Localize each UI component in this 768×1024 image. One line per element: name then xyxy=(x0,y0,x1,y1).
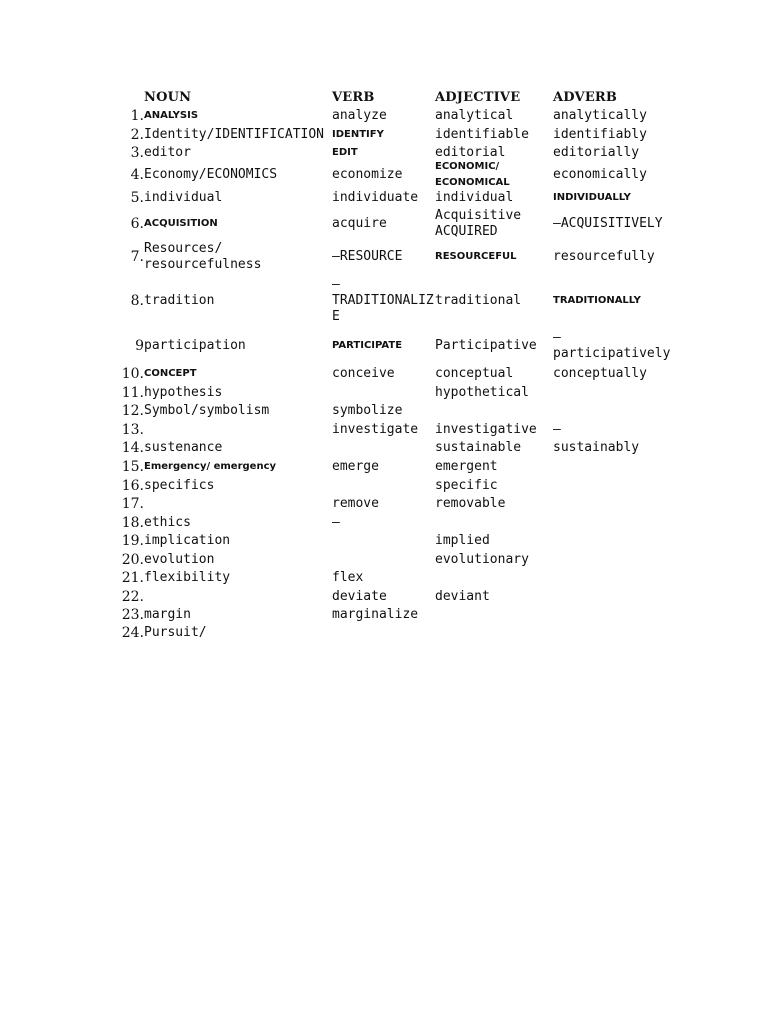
table-row xyxy=(108,624,688,642)
table-row xyxy=(108,207,688,240)
table-header-row xyxy=(108,88,688,107)
table-row xyxy=(108,188,688,207)
cell-noun: Identity/IDENTIFICATION xyxy=(144,126,325,142)
cell-noun: Economy/ECONOMICS xyxy=(144,167,278,182)
cell-noun: hypothesis xyxy=(144,384,223,400)
row-number: 4. xyxy=(130,167,144,183)
table-row xyxy=(108,495,688,513)
cell-adjective: evolutionary xyxy=(435,551,529,567)
word-forms-table xyxy=(108,88,688,642)
row-number: 22. xyxy=(121,588,144,605)
cell-adjective: emergent xyxy=(435,458,498,474)
table-row xyxy=(108,107,688,125)
cell-noun: specifics xyxy=(144,477,215,493)
cell-noun: margin xyxy=(144,607,191,622)
cell-verb: – xyxy=(332,514,340,530)
cell-verb: emerge xyxy=(332,458,379,474)
header-verb: VERB xyxy=(332,89,375,105)
cell-adjective: hypothetical xyxy=(435,384,529,400)
cell-verb: marginalize xyxy=(332,607,419,622)
cell-adjective: sustainable xyxy=(435,440,522,455)
cell-adjective: deviant xyxy=(435,588,490,604)
table-row xyxy=(108,144,688,162)
row-number: 9 xyxy=(135,337,144,354)
table-row xyxy=(108,513,688,532)
cell-noun: implication xyxy=(144,533,231,548)
row-number: 8. xyxy=(130,292,144,309)
cell-noun: participation xyxy=(144,337,246,353)
cell-adjective: Participative xyxy=(435,337,537,353)
row-number: 19. xyxy=(121,533,144,549)
table-row xyxy=(108,569,688,587)
cell-noun: individual xyxy=(144,189,223,205)
cell-adverb: sustainably xyxy=(553,440,640,455)
cell-adjective: implied xyxy=(435,533,490,548)
cell-adverb: – participatively xyxy=(553,329,671,361)
cell-adjective: investigative xyxy=(435,421,537,437)
cell-adverb: –ACQUISITIVELY xyxy=(553,215,663,231)
row-number: 1. xyxy=(130,108,144,124)
header-noun: NOUN xyxy=(144,89,192,105)
cell-noun: sustenance xyxy=(144,440,223,455)
cell-adjective: removable xyxy=(435,496,506,511)
row-number: 10. xyxy=(121,365,144,382)
cell-adverb: conceptually xyxy=(553,365,647,381)
table-row xyxy=(108,274,688,327)
cell-verb: flex xyxy=(332,570,364,585)
header-adjective: ADJECTIVE xyxy=(435,89,521,105)
cell-adverb: analytically xyxy=(553,108,647,123)
cell-adjective: analytical xyxy=(435,108,514,123)
row-number: 20. xyxy=(121,551,144,568)
table-body xyxy=(108,107,688,642)
row-number: 21. xyxy=(121,570,144,586)
cell-verb: IDENTIFY xyxy=(332,128,384,140)
cell-adjective: specific xyxy=(435,477,498,493)
cell-adverb: identifiably xyxy=(553,126,647,142)
table-row xyxy=(108,162,688,188)
cell-verb: individuate xyxy=(332,189,419,205)
row-number: 24. xyxy=(121,625,144,641)
table-row xyxy=(108,240,688,274)
cell-adjective: Acquisitive ACQUIRED xyxy=(435,207,522,239)
cell-verb: economize xyxy=(332,167,403,182)
cell-verb: analyze xyxy=(332,108,387,123)
row-number: 2. xyxy=(130,126,144,143)
cell-verb: conceive xyxy=(332,365,395,381)
table-row xyxy=(108,125,688,144)
row-number: 6. xyxy=(130,215,144,232)
table-row xyxy=(108,532,688,550)
cell-noun: CONCEPT xyxy=(144,367,197,379)
table-row xyxy=(108,439,688,457)
cell-adjective: individual xyxy=(435,189,514,205)
row-number: 15. xyxy=(121,458,144,475)
cell-adjective: editorial xyxy=(435,145,506,160)
cell-adverb: – xyxy=(553,421,561,437)
row-number: 18. xyxy=(121,514,144,531)
cell-noun: ACQUISITION xyxy=(144,217,218,229)
cell-verb: acquire xyxy=(332,215,387,231)
row-number: 5. xyxy=(130,189,144,206)
row-number: 13. xyxy=(121,421,144,438)
cell-noun: Symbol/symbolism xyxy=(144,403,270,418)
cell-noun: Emergency/ emergency xyxy=(144,460,277,472)
table-row xyxy=(108,587,688,606)
table-row xyxy=(108,476,688,495)
row-number: 12. xyxy=(121,403,144,419)
row-number: 17. xyxy=(121,496,144,512)
cell-noun: ANALYSIS xyxy=(144,110,199,121)
cell-noun: flexibility xyxy=(144,570,231,585)
table-row xyxy=(108,420,688,439)
cell-adjective: conceptual xyxy=(435,365,514,381)
row-number: 11. xyxy=(121,384,144,401)
cell-verb: deviate xyxy=(332,588,387,604)
table-row xyxy=(108,457,688,476)
cell-noun: ethics xyxy=(144,514,191,530)
row-number: 16. xyxy=(121,477,144,494)
cell-adjective: RESOURCEFUL xyxy=(435,251,517,262)
table-row xyxy=(108,550,688,569)
table-row xyxy=(108,364,688,383)
table-row xyxy=(108,606,688,624)
cell-noun: editor xyxy=(144,145,191,160)
cell-noun: evolution xyxy=(144,551,215,567)
row-number: 7. xyxy=(130,249,144,265)
cell-verb: symbolize xyxy=(332,403,403,418)
header-adverb: ADVERB xyxy=(553,89,618,105)
cell-adverb: TRADITIONALLY xyxy=(553,294,641,306)
table-row xyxy=(108,327,688,364)
cell-verb: remove xyxy=(332,496,379,511)
row-number: 14. xyxy=(121,440,144,456)
cell-verb: EDIT xyxy=(332,147,358,158)
row-number: 3. xyxy=(130,145,144,161)
cell-adverb: economically xyxy=(553,167,647,182)
cell-adverb: resourcefully xyxy=(553,249,655,264)
cell-verb: PARTICIPATE xyxy=(332,339,403,351)
row-number: 23. xyxy=(121,607,144,623)
cell-adjective: traditional xyxy=(435,292,522,308)
cell-verb: investigate xyxy=(332,421,419,437)
cell-verb: –RESOURCE xyxy=(332,249,403,264)
cell-noun: Pursuit/ xyxy=(144,625,207,640)
cell-adverb: editorially xyxy=(553,145,640,160)
cell-adjective: ECONOMIC/ ECONOMICAL xyxy=(435,161,510,188)
cell-adjective: identifiable xyxy=(435,126,529,142)
cell-noun: tradition xyxy=(144,292,215,308)
table-row xyxy=(108,383,688,402)
cell-adverb: INDIVIDUALLY xyxy=(553,191,631,203)
table-row xyxy=(108,402,688,420)
cell-verb: – TRADITIONALIZ E xyxy=(332,276,434,324)
cell-noun: Resources/ resourcefulness xyxy=(144,241,262,272)
